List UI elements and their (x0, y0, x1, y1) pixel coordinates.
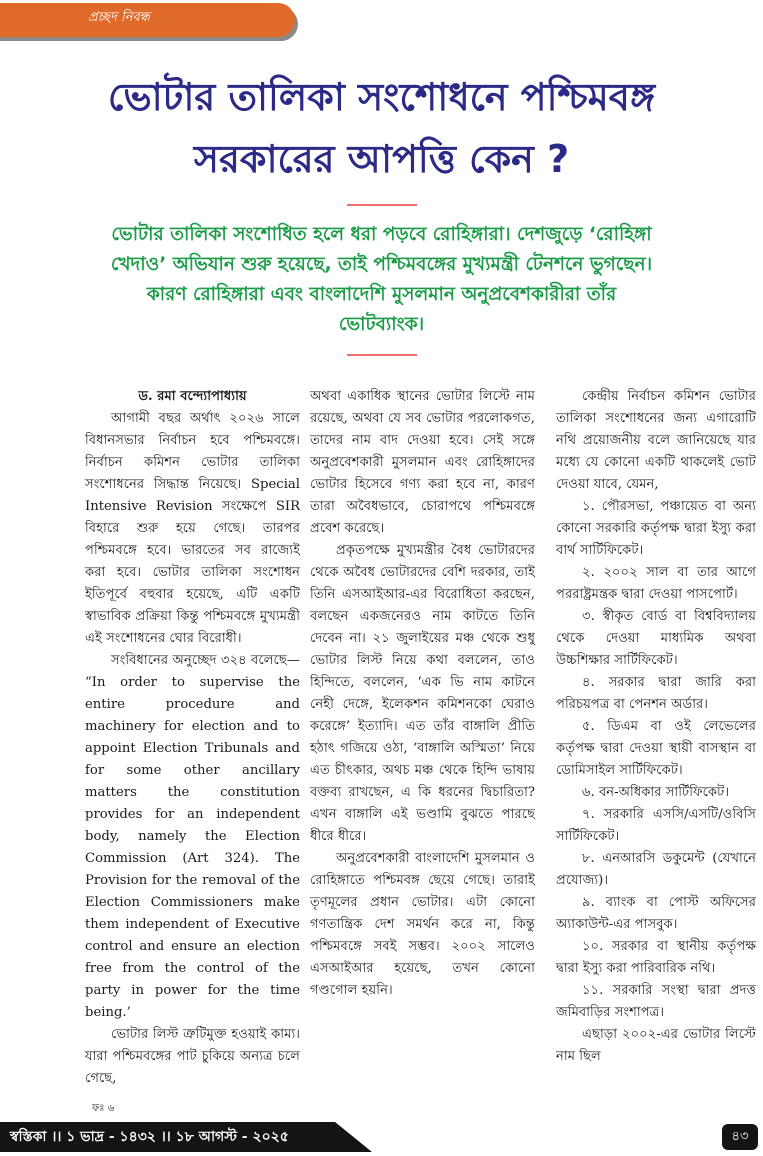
list-item: ৯. ব্যাংক বা পোস্ট অফিসের অ্যাকাউন্ট-এর পাসবুক। (556, 895, 756, 932)
paragraph: এছাড়া ২০০২-এর ভোটার লিস্টে নাম ছিল (556, 1027, 756, 1064)
footer-publication: স্বস্তিকা ।। ১ ভাদ্র - ১৪৩২ ।। ১৮ আগস্ট - ২০২৫ (10, 1129, 289, 1145)
article-body (0, 386, 763, 1090)
paragraph: অথবা একাধিক স্থানের ভোটার লিস্টে নাম রয়েছে, অথবা যে সব ভোটার পরলোকগত, তাদের নাম বাদ দেওয়া হবে। সেই সঙ্গে অনুপ্রবেশকারী মুসলমান এবং রোহিঙ্গাদের ভোটার হিসেবে গণ্য করা হবে না, কারণ তারা অবৈধভাবে, চোরাপথে পশ্চিমবঙ্গে প্রবেশ করেছে। (310, 389, 535, 536)
author-byline: ড. রমা বন্দ্যোপাধ্যায় (138, 389, 247, 404)
list-item: ১১. সরকারি সংস্থা দ্বারা প্রদত্ত জমিবাড়ির সংশাপত্র। (556, 983, 756, 1020)
section-label: প্রচ্ছদ নিবন্ধ (88, 10, 150, 25)
list-item: ৫. ডিএম বা ওই লেভেলের কর্তৃপক্ষ দ্বারা দেওয়া স্থায়ী বাসস্থান বা ডোমিসাইল সার্টিফিকেট। (556, 719, 756, 778)
list-item: ৮. এনআরসি ডকুমেন্ট (যেখানে প্রযোজ্য)। (556, 851, 756, 888)
paragraph: প্রকৃতপক্ষে মুখ্যমন্ত্রীর বৈধ ভোটারদের থেকে অবৈধ ভোটারদের বেশি দরকার, তাই তিনি এসআইআর-এর বিরোধিতা করছেন, বলছেন একজনেরও নাম কাটতে তিনি দেবেন না। ২১ জুলাইয়ের মঞ্চ থেকে শুধু ভোটার লিস্ট নিয়ে কথা বললেন, তাও হিন্দিতে, বললেন, ‘এক ভি নাম কাটনে নেহী দেঙ্গে, ইলেকশন কমিশনকো ঘেরাও করেঙ্গে’ ইত্যাদি। এত তাঁর বাঙ্গালি প্রীতি হঠাৎ গজিয়ে ওঠা, ‘বাঙ্গালি অস্মিতা’ নিয়ে এত চীৎকার, অথচ মঞ্চ থেকে হিন্দি ভাষায় বক্তব্য রাখছেন, এ কি ধরনের দ্বিচারিতা? এখন বাঙ্গালি এই ভণ্ডামি বুঝতে পারছে ধীরে ধীরে। (310, 543, 535, 844)
list-item: ১. পৌরসভা, পঞ্চায়েত বা অন্য কোনো সরকারি কর্তৃপক্ষ দ্বারা ইস্যু করা বার্থ সার্টিফিকেট। (556, 499, 756, 558)
column-1 (85, 386, 300, 1090)
paragraph: আগামী বছর অর্থাৎ ২০২৬ সালে বিধানসভার নির্বাচন হবে পশ্চিমবঙ্গে। নির্বাচন কমিশন ভোটার তালিকা সংশোধনের সিদ্ধান্ত নিয়েছে। Special Intensive Revision সংক্ষেপে SIR বিহারে শুরু হয়ে গেছে। তারপর পশ্চিমবঙ্গে হবে। ভারতের সব রাজ্যেই করা হবে। ভোটার তালিকা সংশোধন ইতিপূর্বে বহুবার হয়েছে, এটি একটি স্বাভাবিক প্রক্রিয়া কিন্তু পশ্চিমবঙ্গে মুখ্যমন্ত্রী এই সংশোধনের ঘোর বিরোধী। (85, 411, 300, 646)
list-item: ২. ২০০২ সাল বা তার আগে পররাষ্ট্রমন্ত্রক দ্বারা দেওয়া পাসপোর্ট। (556, 565, 756, 602)
list-item: ১০. সরকার বা স্থানীয় কর্তৃপক্ষ দ্বারা ইস্যু করা পারিবারিক নথি। (556, 939, 756, 976)
paragraph: সংবিধানের অনুচ্ছেদ ৩২৪ বলেছে— “In order to supervise the entire procedure and machinery for election and to appoint Election Tribunals and for some other ancillary matters the constitution provides for an independent body, namely the Election Commission (Art 324). The Provision for the removal of the Election Commissioners make them independent of Executive control and ensure an election free from the control of the party in power for the time being.’ (85, 653, 300, 1020)
page-number: ৪৩ (722, 1124, 758, 1150)
list-item: ৬. বন-অধিকার সার্টিফিকেট। (582, 785, 730, 800)
list-item: ৭. সরকারি এসসি/এসটি/ওবিসি সার্টিফিকেট। (556, 807, 756, 844)
photo-credit: ফঃ ৬ (92, 1103, 115, 1114)
list-item: ৩. স্বীকৃত বোর্ড বা বিশ্ববিদ্যালয় থেকে দেওয়া মাধ্যমিক অথবা উচ্চশিক্ষার সার্টিফিকেট। (556, 609, 756, 668)
paragraph: কেন্দ্রীয় নির্বাচন কমিশন ভোটার তালিকা সংশোধনের জন্য এগারোটি নথি প্রয়োজনীয় বলে জানিয়েছে যার মধ্যে যে কোনো একটি থাকলেই ভোট দেওয়া যাবে, যেমন, (556, 389, 756, 492)
column-3 (556, 386, 756, 1068)
divider (347, 354, 417, 356)
article-standfirst: ভোটার তালিকা সংশোধিত হলে ধরা পড়বে রোহিঙ্গারা। দেশজুড়ে ‘রোহিঙ্গা খেদাও’ অভিযান শুরু হয়েছে, তাই পশ্চিমবঙ্গের মুখ্যমন্ত্রী টেনশনে ভুগছেন। কারণ রোহিঙ্গারা এবং বাংলাদেশি মুসলমান অনুপ্রবেশকারীরা তাঁর ভোটব্যাংক। (110, 224, 653, 335)
paragraph: ভোটার লিস্ট ত্রুটিমুক্ত হওয়াই কাম্য। যারা পশ্চিমবঙ্গের পাট চুকিয়ে অন্যত্র চলে গেছে, (85, 1027, 300, 1086)
article-title (0, 66, 763, 190)
paragraph: অনুপ্রবেশকারী বাংলাদেশি মুসলমান ও রোহিঙ্গাতে পশ্চিমবঙ্গ ছেয়ে গেছে। তারাই তৃণমূলের প্রধান ভোটার। এটা কোনো গণতান্ত্রিক দেশ সমর্থন করে না, কিন্তু পশ্চিমবঙ্গে সবই সম্ভব। ২০০২ সালেও এসআইআর হয়েছে, তখন কোনো গণ্ডগোল হয়নি। (310, 851, 535, 998)
list-item: ৪. সরকার দ্বারা জারি করা পরিচয়পত্র বা পেনশন অর্ডার। (556, 675, 756, 712)
footer (0, 1122, 763, 1156)
title-line: ভোটার তালিকা সংশোধনে পশ্চিমবঙ্গ (107, 75, 656, 119)
column-2 (310, 386, 535, 1002)
header (0, 0, 763, 44)
divider (347, 204, 417, 206)
title-line: সরকারের আপত্তি কেন ? (193, 137, 570, 181)
